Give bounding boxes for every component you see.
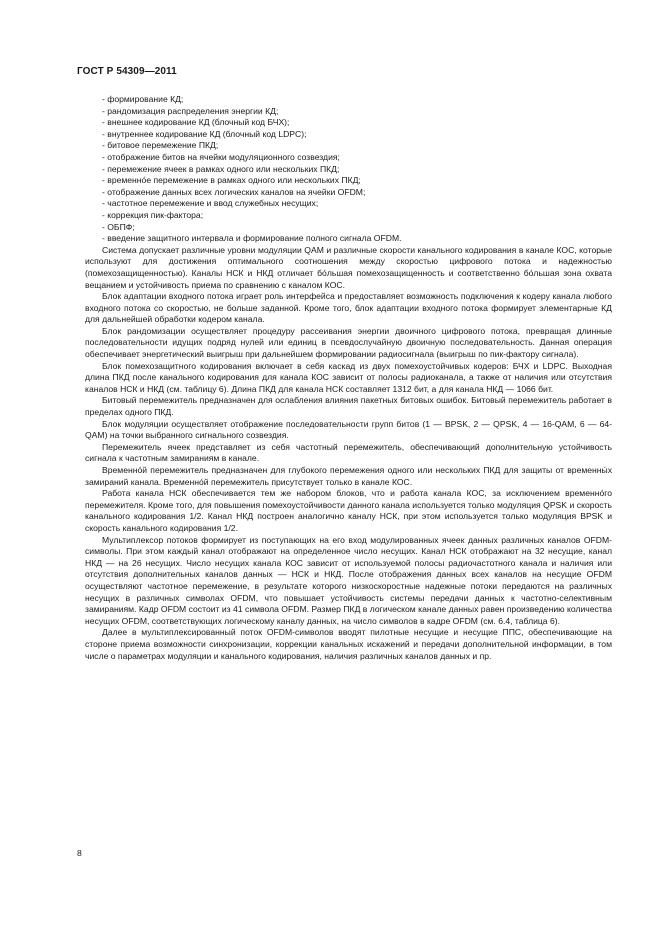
page-number: 8 [77, 848, 82, 858]
list-item: - частотное перемежение и ввод служебных несущих; [102, 198, 319, 209]
paragraph: Система допускает различные уровни модуляции QAM и различные скорости канального кодирования в канале КОС, которые используют для достижения оптимального соотношения между скоростью цифрового потока и надежностью (помехозащищенностью). Каналы НСК и НКД отличает бо́льшая помехозащищенность и соответственно бо́льшая зона охвата вещанием и устойчивость приема по сравнению с каналом КОС. [85, 244, 612, 290]
list-item: - перемежение ячеек в рамках одного или нескольких ПКД; [102, 163, 340, 174]
list-item: - формирование КД; [102, 94, 184, 104]
list-item: - введение защитного интервала и формирование полного сигнала OFDM. [102, 233, 402, 244]
list-item: - коррекция пик-фактора; [102, 209, 204, 220]
list-item: - внешнее кодирование КД (блочный код БЧХ); [102, 117, 290, 128]
paragraph: Работа канала НСК обеспечивается тем же набором блоков, что и работа канала КОС, за исключением временно́го перемежителя. Кроме того, для повышения помехоустойчивости данного канала используется только модуляция QPSK и скорость канального кодирования 1/2. Канал НКД построен аналогично каналу НСК, при этом используется только модуляция BPSK и скорость канального кодирования 1/2. [85, 488, 612, 533]
paragraph: Временно́й перемежитель предназначен для глубокого перемежения одного или нескольких ПКД для защиты от временны́х замираний канала. Временно́й перемежитель присутствует только в канале КОС. [85, 465, 612, 487]
paragraph: Блок рандомизации осуществляет процедуру рассеивания энергии двоичного цифрового потока, превращая длинные последовательности идущих подряд нулей или единиц в псевдослучайную двоичную последовательность. Данная операция обеспечивает энергетический выигрыш при дальнейшем формировании радиосигнала (выигрыш по пик-фактору сигнала). [85, 325, 612, 360]
document-header: ГОСТ Р 54309—2011 [77, 66, 177, 77]
paragraph: Блок помехозащитного кодирования включает в себя каскад из двух помехоустойчивых кодеров: БЧХ и LDPC. Выходная длина ПКД после канального кодирования для канала КОС зависит от полосы радиоканала, а также от наличия или отсутствия каналов НСК и НКД (см. таблицу 6). Длина ПКД для канала НСК составляет 1312 бит, а для канала НКД — 1066 бит. [85, 360, 612, 394]
paragraph: Битовый перемежитель предназначен для ослабления влияния пакетных битовых ошибок. Битовый перемежитель работает в пределах одного ПКД. [85, 395, 612, 418]
list-item: - отображение битов на ячейки модуляционного созвездия; [102, 151, 340, 162]
paragraph: Перемежитель ячеек представляет из себя частотный перемежитель, обеспечивающий дополнительную устойчивость сигнала к частотным замираниям в канале. [85, 441, 612, 464]
list-item: - ОБПФ; [102, 221, 135, 232]
list-item: - рандомизация распределения энергии КД; [102, 105, 279, 116]
paragraph: Блок адаптации входного потока играет роль интерфейса и предоставляет возможность подключения к кодеру канала любого входного потока со скоростью, не больше заданной. Кроме того, блок адаптации входного потока формирует элементарные КД для дальнейшей обработки кодером канала. [85, 291, 612, 325]
list-item: - временно́е перемежение в рамках одного или нескольких ПКД; [102, 175, 361, 186]
list-item: - отображение данных всех логических каналов на ячейки OFDM; [102, 186, 366, 197]
document-body [85, 94, 612, 662]
paragraph: Мультиплексор потоков формирует из поступающих на его вход модулированных ячеек данных различных каналов OFDM-символы. При этом каждый канал отображают на определенное число несущих. Канал НСК отображают на 32 несущие, канал НКД — на 26 несущих. Число несущих канала КОС зависит от используемой полосы радиочастотного канала и наличия или отсутствия дополнительных каналов данных — НСК и НКД. После отображения данных всех каналов на несущие OFDM осуществляют частотное перемежение, в результате которого низкоскоростные надежные потоки передаются на различных несущих в различных символах OFDM, что повышает устойчивость системы передачи данных к частотно-селективным замираниям. Кадр OFDM состоит из 41 символа OFDM. Размер ПКД в логическом канале данных равен произведению количества несущих OFDM, соответствующих логическому каналу данных, на число символов в кадре OFDM (см. 6.4, таблица 6). [85, 534, 612, 626]
list-item: - внутреннее кодирование КД (блочный код LDPC); [102, 128, 307, 139]
processing-steps-list [85, 94, 612, 245]
list-item: - битовое перемежение ПКД; [102, 140, 219, 151]
paragraph: Блок модуляции осуществляет отображение последовательности групп битов (1 — BPSK, 2 — QPSK, 4 — 16-QAM, 6 — 64-QAM) на точки выбранного сигнального созвездия. [85, 418, 612, 441]
paragraph: Далее в мультиплексированный поток OFDM-символов вводят пилотные несущие и несущие ППС, обеспечивающие на стороне приема возможности синхронизации, коррекции канальных искажений и передачи дополнительной информации, в том числе о параметрах модуляции и канального кодирования, наличия различных каналов данных и пр. [85, 627, 612, 661]
